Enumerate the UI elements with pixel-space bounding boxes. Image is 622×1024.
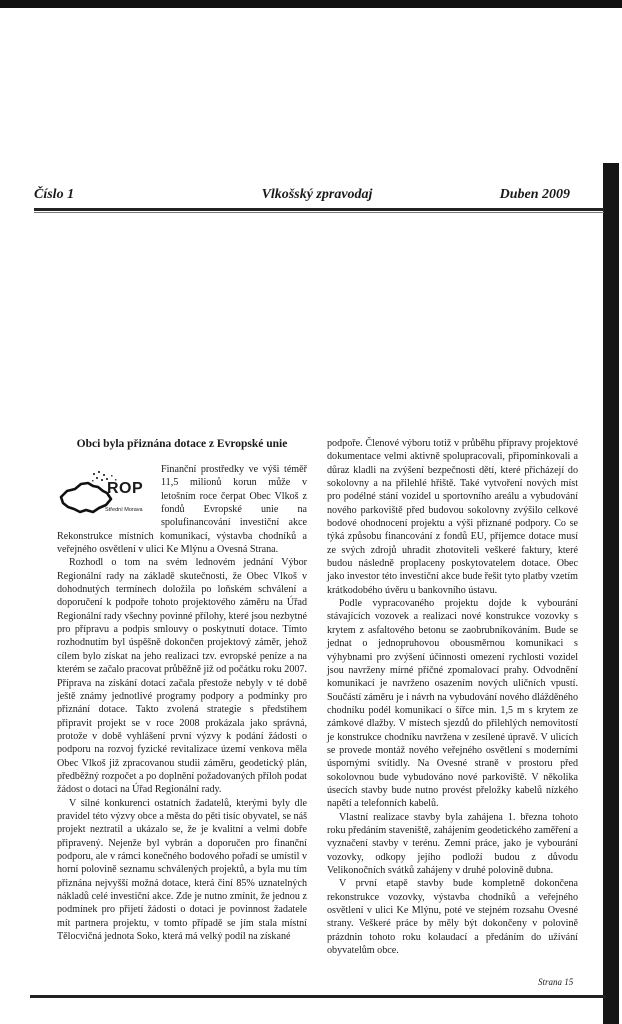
paragraph: podpoře. Členové výboru totiž v průběhu přípravy projektové dokumentace velmi aktivně spolupracovali, připomínkovali a důraz kladli na zvýšení bezpečnosti dětí, které přicházejí do sokolovny a na přilehlé hřiště. Také vytvoření nových míst pro podélné stání vozidel u sportovního areálu a vybudování nového parkoviště před budovou sokolovny zvýšilo celkové bodové ohodnocení projektu a výši přiznané podpory. Co se týká způsobu financování z fondů EU, příjemce dotace musí ze svých zdrojů uhradit zhotoviteli veškeré faktury, které budou následně proplaceny poskytovatelem dotace. Obec jako investor této investiční akce bude řešit tyto platby vzetím krátkodobého úvěru u bankovního ústavu. [327,438,578,596]
issue-date: Duben 2009 [499,187,570,202]
logo-subtitle: Střední Morava [105,507,143,513]
paragraph: Vlastní realizace stavby byla zahájena 1. března tohoto roku předáním staveniště, zahájením geodetického zaměření a vyznačení stavby v terénu. Zemní práce, jako je vybourání vozovky, odkopy jejího podloží budou z důvodu Velikonočních svátků zahájeny v druhé polovině dubna. [327,811,578,876]
article-column-left [57,437,307,943]
rop-logo [57,465,157,523]
paragraph: V první etapě stavby bude kompletně dokončena rekonstrukce vozovky, výstavba chodníků a veřejného osvětlení v ulici Ke Mlýnu, poté ve stejném rozsahu Ovesné strany. Veškeré práce by měly být dokončeny v polovině prázdnin tohoto roku kolaudací a předáním do užívání obyvatelům obce. [327,878,578,957]
paragraph: Podle vypracovaného projektu dojde k vybourání stávajících vozovek a realizaci nové konstrukce vozovky s krytem z asfaltového betonu se zaobrubníkováním. Bude se jednat o jednopruhovou obousměrnou komunikaci s výhybnami pro zvýšení účinnosti omezení rychlosti vozidel jsou navrženy mírné příčné zpomalovací prahy. Odvodnění komunikací je navrženo osazením nových uličních vpustí. Součástí záměru je i návrh na vybudování nového dlážděného chodníku podél komunikací o šířce min. 1,5 m s krytem ze zámkové dlažby. V místech sjezdů do přilehlých nemovitostí je konstrukce chodníku navržena v zesílené úpravě. V ulicích se provede montáž nového veřejného osvětlení s moderními úspornými svítidly. Na Ovesné straně v prostoru před sokolovnou bude vybudováno nové parkoviště. V několika úsecích stavby bude nutno provést přeložky kabelů nízkého napětí a telefonních kabelů. [327,598,578,810]
paragraph: V silné konkurenci ostatních žadatelů, kterými byly dle pravidel této výzvy obce a města do pěti tisíc obyvatel, se náš projekt neztratil a ukázalo se, že je kvalitní a velmi dobře připravený. Nejenže byl vybrán a doporučen pro finanční podporu, ale v rámci konečného bodového pořadí se umístil v horní polovině seznamu schválených projektů, a byla mu tím přiznána nejvyšší možná dotace, která činí 85% uznatelných nákladů celé investiční akce. Zde je nutno zmínit, že jednou z podmínek pro přijetí žádosti o dotaci je povinnost žadatele mít partnera projektu, v tomto případě se jím stala místní Tělocvičná jednota Soko, která má velký podíl na získané [57,797,307,943]
publication-title: Vlkošský zpravodaj [261,187,373,202]
paragraph: Finanční prostředky ve výši téměř 11,5 milionů korun může v letošním roce čerpat Obec Vlkoš z fondů Evropské unie na spolufinancování investiční akce Rekonstrukce místních komunikací, výstavba chodníků a veřejného osvětlení v ulici Ke Mlýnu a Ovesná Strana. [57,464,307,556]
scan-top-border [0,0,622,8]
page-number: Strana 15 [538,977,574,987]
header-rule [34,208,604,211]
paragraph: Rozhodl o tom na svém lednovém jednání Výbor Regionální rady na základě skutečnosti, že Obec Vlkoš v dohodnutých termínech doložila po loňském schválení a doporučení k podpoře tohoto projektového záměru na Úřad Regionální rady všechny povinné přílohy, které jsou nezbytné pro přípravu a podpis smlouvy o poskytnutí dotace. Tímto rozhodnutím byl úspěšně dokončen projektový záměr, jehož cílem bylo získat na jeho realizaci tzv. evropské peníze a na kterém se začalo pracovat průběžně již od počátku roku 2007. Příprava na získání dotací začala přestože nebyly v té době ještě známy jednotlivé programy podpory a podmínky pro přiznání dotace. Takto zvolená strategie s předstihem připravit projekt se v roce 2008 prokázala jako správná, protože v době vyhlášení první výzvy k podání žádosti o podporu na rozvoj fyzické revitalizace území venkova měla Obec Vlkoš již zpracovanou studii záměru, geodetický plán, předběžný rozpočet a po doplnění požadovaných příloh podat žádost o dotaci na Úřad Regionální rady. [57,557,307,796]
article-title: Obci byla přiznána dotace z Evropské unie [76,438,288,450]
scan-right-border [603,163,619,1024]
header-rule-thin [34,212,604,213]
issue-number: Číslo 1 [34,187,75,202]
page-header [34,187,600,207]
article-column-right [327,437,578,957]
logo-text: ROP [107,480,144,497]
footer-rule [30,995,606,998]
